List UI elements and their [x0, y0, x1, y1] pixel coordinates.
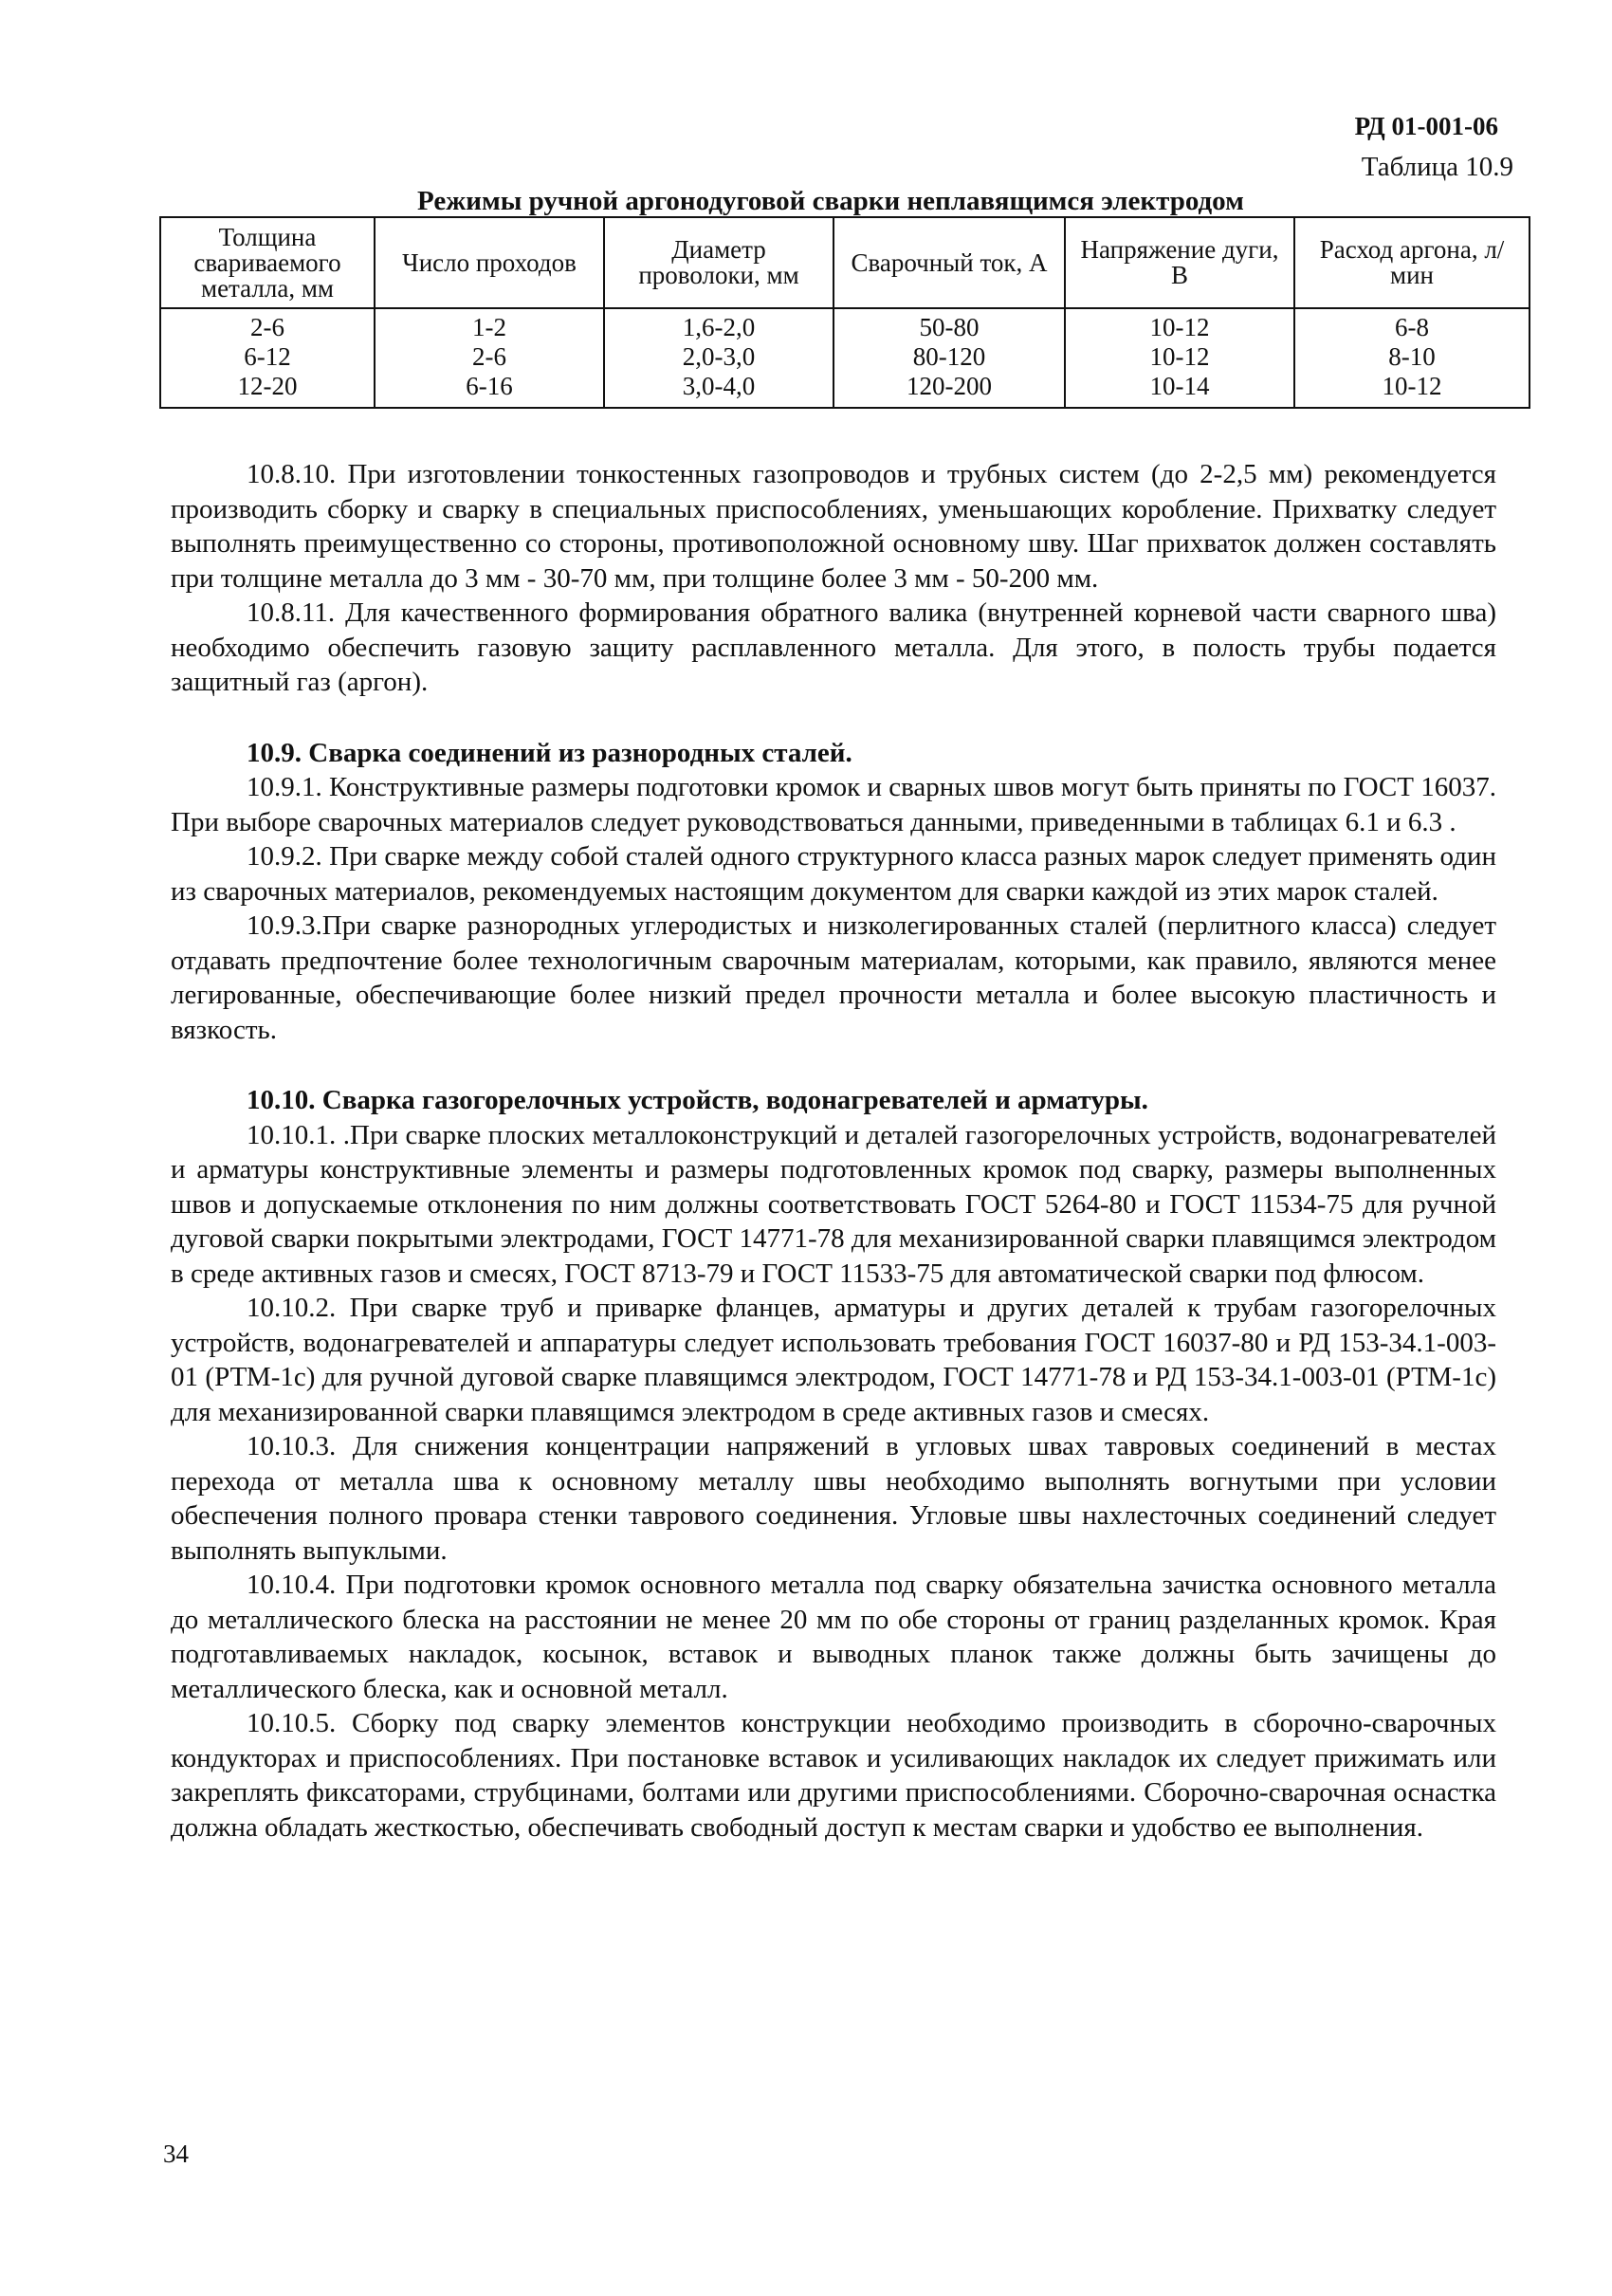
paragraph-10-8-10: 10.8.10. При изготовлении тонкостенных газопроводов и трубных систем (до 2-2,5 мм) рекомендуется производить сборку и сварку в специальных приспособлениях, уменьшающих коробление. Прихватку следует выполнять преимущественно со стороны, противоположной основному шву. Шаг прихваток должен составлять при толщине металла до 3 мм - 30-70 мм, при толщине более 3 мм - 50-200 мм.	[171, 459, 1496, 594]
cell-thickness	[160, 308, 375, 408]
header-wire-diameter: Диаметр проволоки, мм	[604, 217, 833, 308]
header-welding-current: Сварочный ток, А	[833, 217, 1065, 308]
header-arc-voltage: Напряжение дуги, В	[1065, 217, 1294, 308]
header-passes: Число проходов	[375, 217, 604, 308]
table-value: 10-12	[1382, 372, 1442, 400]
section-heading-10-9: 10.9. Сварка соединений из разнородных сталей.	[247, 737, 852, 768]
table-value: 10-12	[1149, 313, 1210, 341]
paragraph-10-10-2: 10.10.2. При сварке труб и приварке фланцев, арматуры и других деталей к трубам газогорелочных устройств, водонагревателей и аппаратуры следует использовать требования ГОСТ 16037-80 и РД 153-34.1-003-01 (РТМ-1с) для ручной дуговой сварке плавящимся электродом, ГОСТ 14771-78 и РД 153-34.1-003-01 (РТМ-1с) для механизированной сварки плавящимся электродом в среде активных газов и смесях.	[171, 1293, 1496, 1427]
page-number: 34	[163, 2140, 189, 2168]
table-data-row	[160, 308, 1530, 408]
section-heading-10-10: 10.10. Сварка газогорелочных устройств, водонагревателей и арматуры.	[247, 1085, 1148, 1115]
table-value: 6-16	[466, 372, 513, 400]
paragraph-10-10-5: 10.10.5. Сборку под сварку элементов конструкции необходимо производить в сборочно-сварочных кондукторах и приспособлениях. При постановке вставок и усиливающих накладок их следует прижимать или закреплять фиксаторами, струбцинами, болтами или другими приспособлениями. Сборочно-сварочная оснастка должна обладать жесткостью, обеспечивать свободный доступ к местам сварки и удобство ее выполнения.	[171, 1708, 1496, 1843]
document-code: РД 01-001-06	[1354, 112, 1498, 140]
table-value: 6-8	[1395, 313, 1429, 341]
cell-arc-voltage	[1065, 308, 1294, 408]
cell-wire-diameter	[604, 308, 833, 408]
header-thickness: Толщина свариваемого металла, мм	[160, 217, 375, 308]
paragraph-10-9-2: 10.9.2. При сварке между собой сталей одного структурного класса разных марок следует применять один из сварочных материалов, рекомендуемых настоящим документом для сварки каждой из этих марок сталей.	[171, 841, 1496, 907]
cell-welding-current	[833, 308, 1065, 408]
paragraph-10-10-4: 10.10.4. При подготовки кромок основного металла под сварку обязательна зачистка основного металла до металлического блеска на расстоянии не менее 20 мм по обе стороны от границ разделанных кромок. Края подготавливаемых накладок, косынок, вставок и выводных планок также должны быть зачищены до металлического блеска, как и основной металл.	[171, 1570, 1496, 1704]
table-title: Режимы ручной аргонодуговой сварки неплавящимся электродом	[417, 186, 1244, 216]
table-value: 50-80	[919, 313, 980, 341]
cell-passes	[375, 308, 604, 408]
table-value: 12-20	[237, 372, 298, 400]
header-argon-flow: Расход аргона, л/мин	[1294, 217, 1530, 308]
cell-argon-flow	[1294, 308, 1530, 408]
table-value: 120-200	[907, 372, 992, 400]
table-value: 3,0-4,0	[682, 372, 756, 400]
table-value: 2-6	[472, 342, 506, 371]
table-value: 1-2	[472, 313, 506, 341]
table-value: 80-120	[912, 342, 986, 371]
paragraph-10-10-3: 10.10.3. Для снижения концентрации напряжений в угловых швах тавровых соединений в местах перехода от металла шва к основному металлу швы необходимо выполнять вогнутыми при условии обеспечения полного провара стенки таврового соединения. Угловые швы нахлесточных соединений следует выполнять выпуклыми.	[171, 1431, 1496, 1566]
table-value: 10-14	[1149, 372, 1210, 400]
table-value: 10-12	[1149, 342, 1210, 371]
paragraph-10-8-11: 10.8.11. Для качественного формирования обратного валика (внутренней корневой части сварного шва) необходимо обеспечить газовую защиту расплавленного металла. Для этого, в полость трубы подается защитный газ (аргон).	[171, 597, 1496, 697]
table-value: 6-12	[244, 342, 291, 371]
table-value: 1,6-2,0	[682, 313, 756, 341]
welding-modes-table	[159, 216, 1530, 409]
paragraph-10-9-1: 10.9.1. Конструктивные размеры подготовки кромок и сварных швов могут быть приняты по ГОСТ 16037. При выборе сварочных материалов следует руководствоваться данными, приведенными в таблицах 6.1 и 6.3 .	[171, 772, 1496, 837]
paragraph-10-9-3: 10.9.3.При сварке разнородных углеродистых и низколегированных сталей (перлитного класса) следует отдавать предпочтение более технологичным сварочным материалам, которыми, как правило, являются менее легированные, обеспечивающие более низкий предел прочности металла и более высокую пластичность и вязкость.	[171, 910, 1496, 1045]
table-value: 2-6	[250, 313, 284, 341]
table-header-row	[160, 217, 1530, 308]
paragraph-10-10-1: 10.10.1. .При сварке плоских металлоконструкций и деталей газогорелочных устройств, водонагревателей и арматуры конструктивные элементы и размеры подготовленных кромок под сварку, размеры выполненных швов и допускаемые отклонения по ним должны соответствовать ГОСТ 5264-80 и ГОСТ 11534-75 для ручной дуговой сварки покрытыми электродами, ГОСТ 14771-78 для механизированной сварки плавящимся электродом в среде активных газов и смесях, ГОСТ 8713-79 и ГОСТ 11533-75 для автоматической сварки под флюсом.	[171, 1119, 1496, 1289]
table-number: Таблица 10.9	[1361, 152, 1513, 182]
table-value: 2,0-3,0	[682, 342, 756, 371]
body-text	[171, 457, 1496, 1845]
table-value: 8-10	[1388, 342, 1436, 371]
